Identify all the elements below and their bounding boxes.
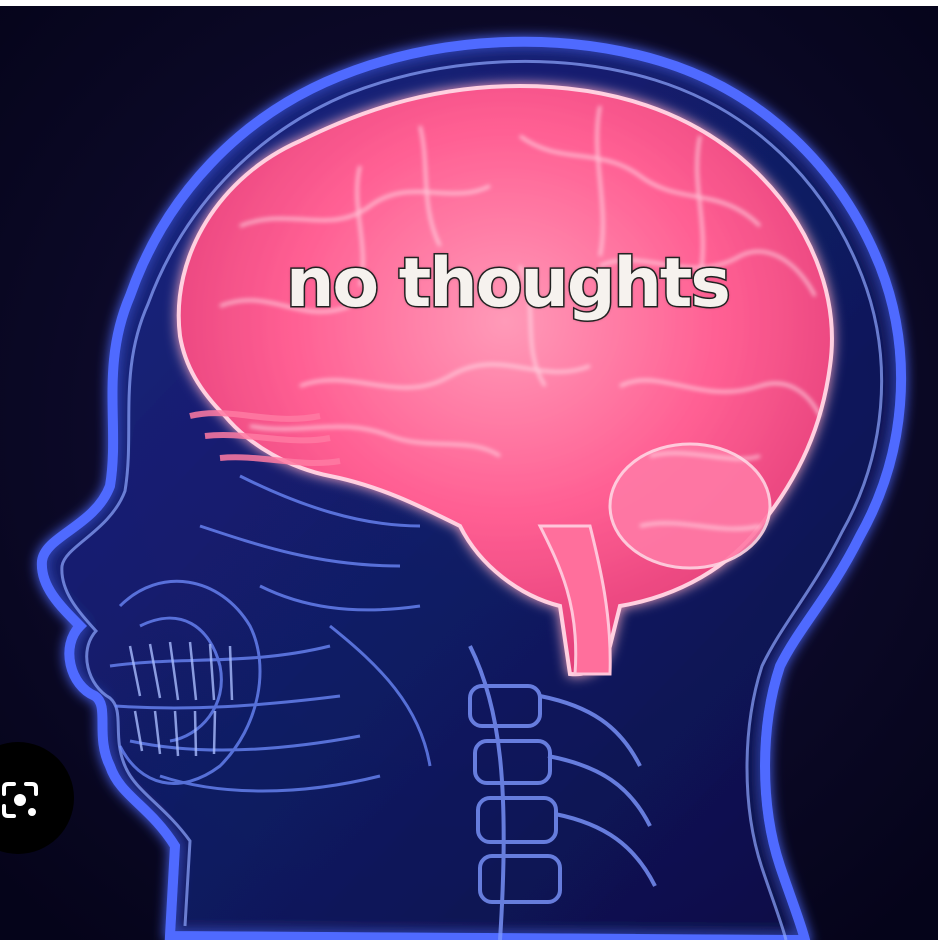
meme-caption: no thoughts	[286, 244, 729, 323]
meme-image	[0, 6, 938, 940]
lens-icon	[0, 780, 40, 820]
xray-head-illustration	[0, 6, 938, 940]
cerebellum	[610, 444, 770, 568]
